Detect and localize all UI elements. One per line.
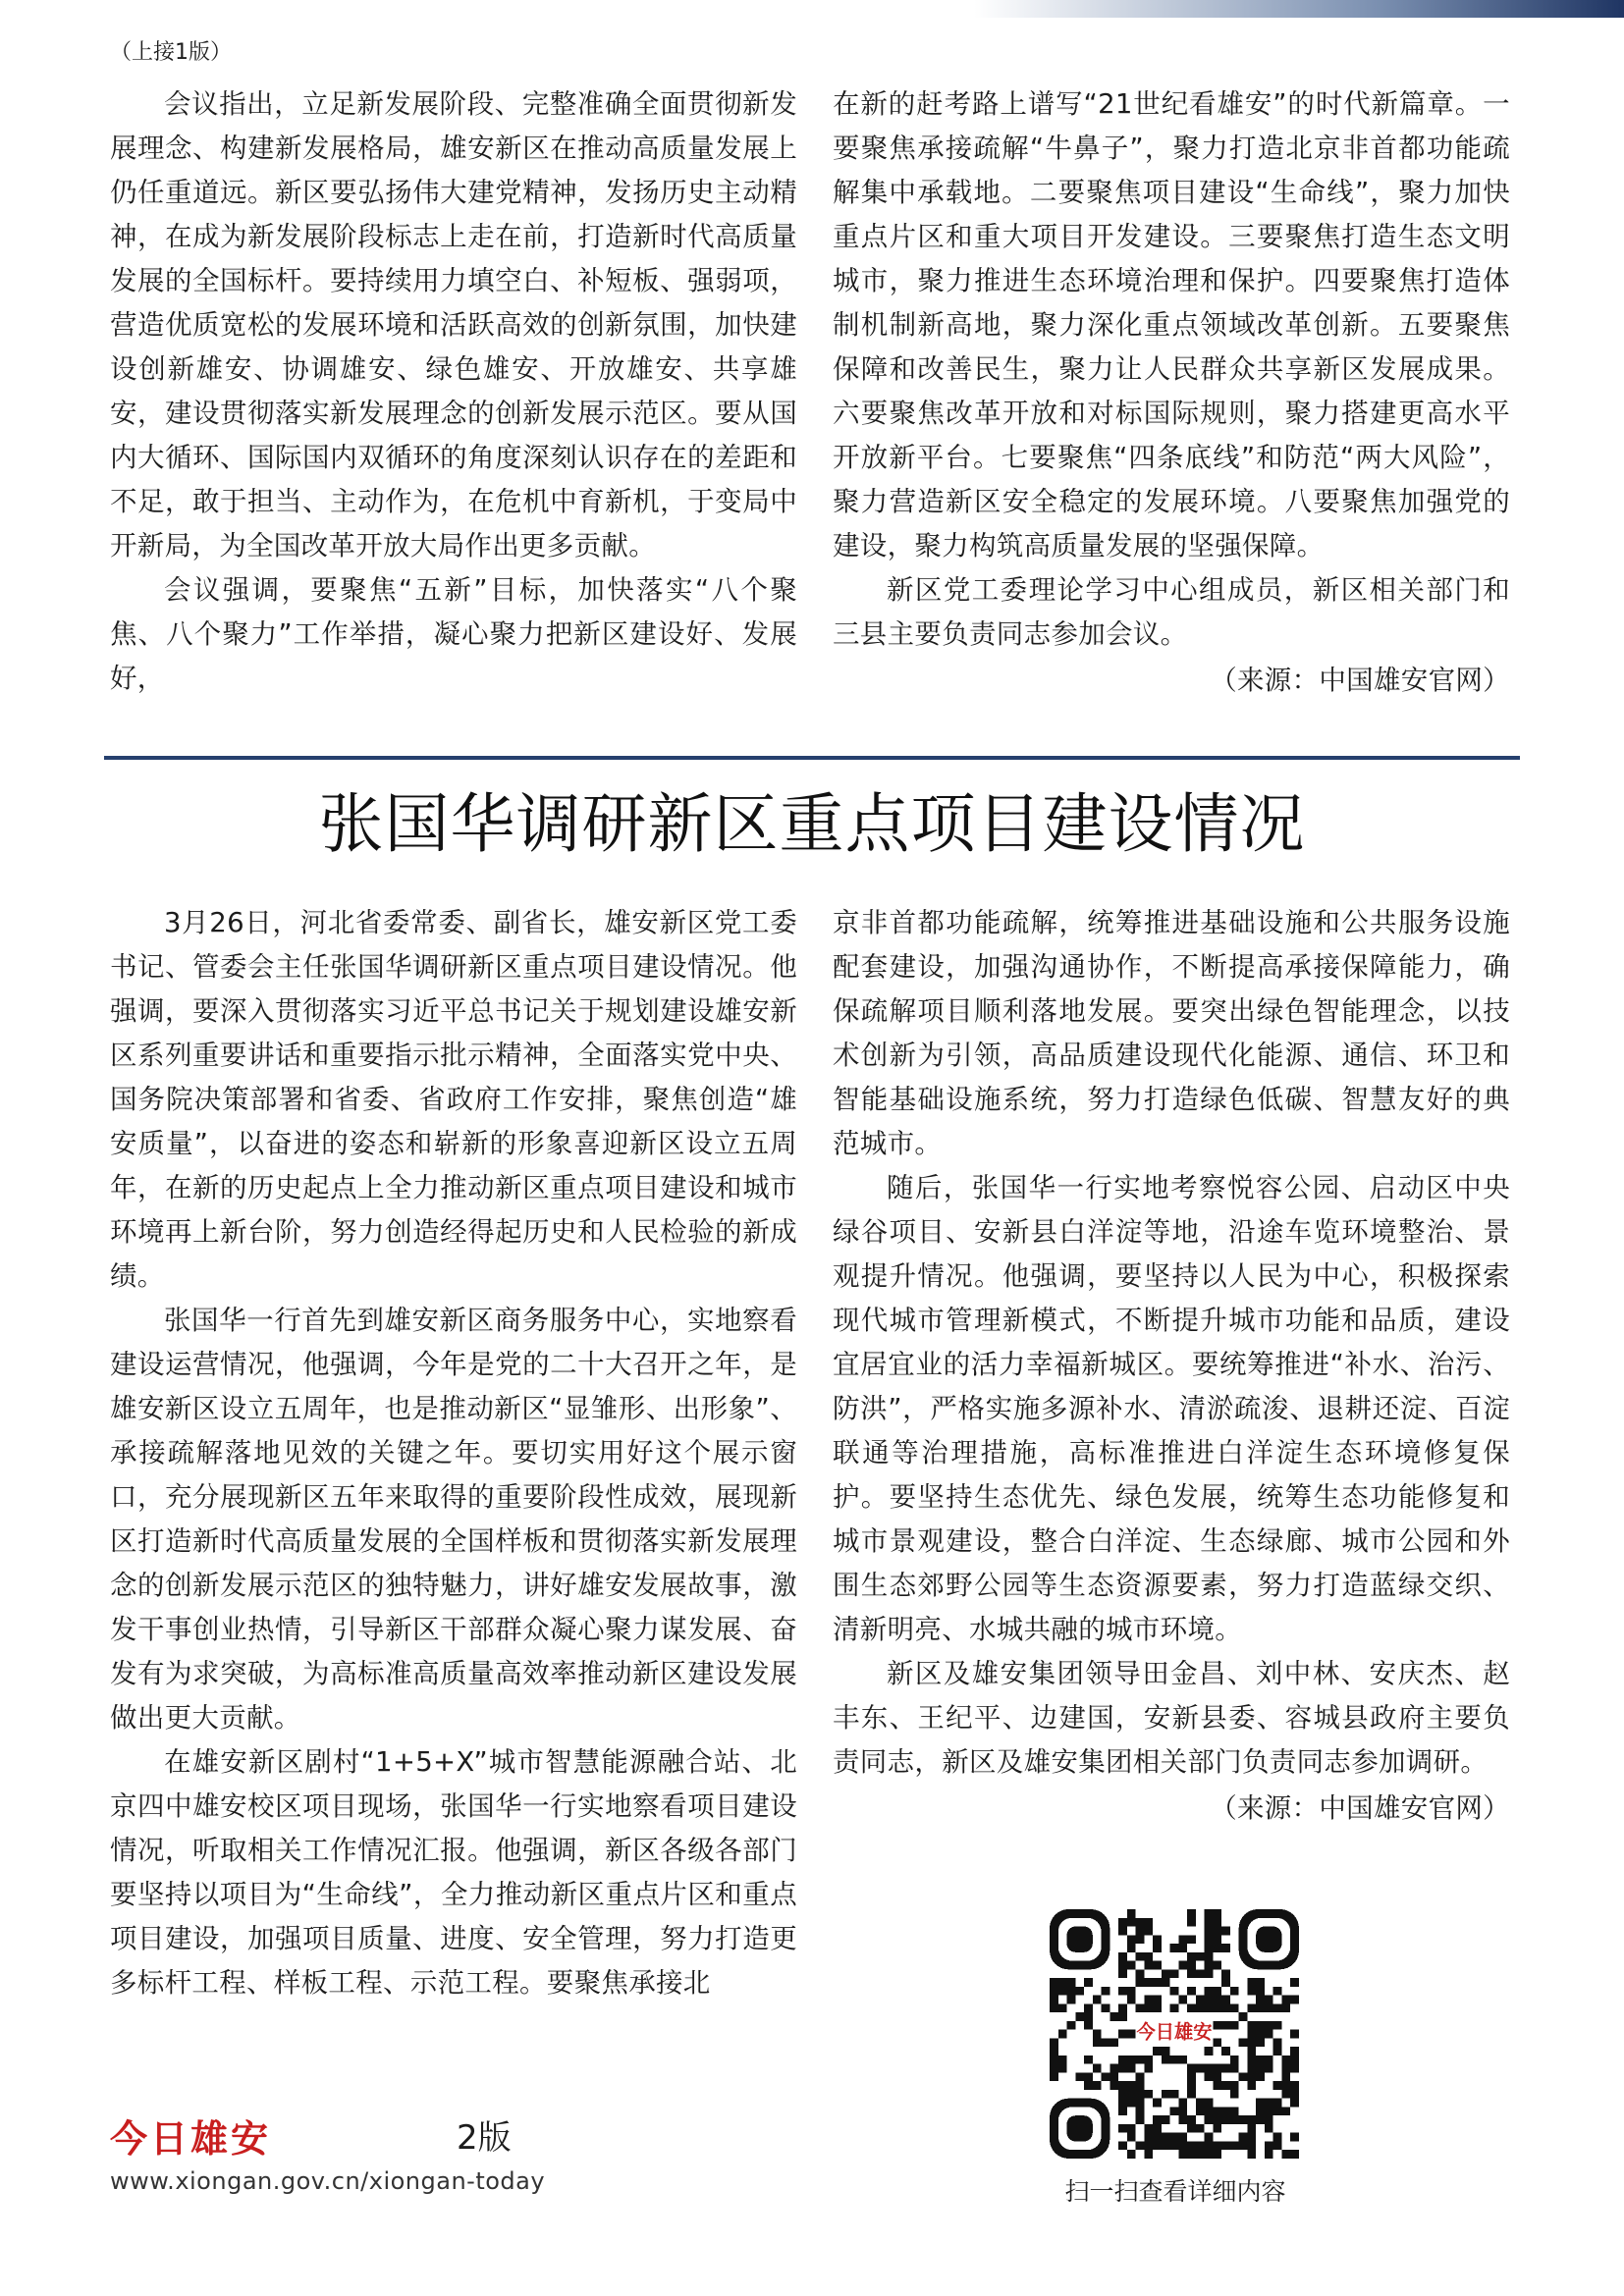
brand-logo: 今日雄安 <box>110 2116 272 2161</box>
article1-paragraph: 在新的赶考路上谱写“21世纪看雄安”的时代新篇章。一要聚焦承接疏解“牛鼻子”，聚力打造北京非首都功能疏解集中承载地。二要聚焦项目建设“生命线”，聚力加快重点片区和重大项目开发建设。三要聚焦打造生态文明城市，聚力推进生态环境治理和保护。四要聚焦打造体制机制新高地，聚力深化重点领域改革创新。五要聚焦保障和改善民生，聚力让人民群众共享新区发展成果。六要聚焦改革开放和对标国际规则，聚力搭建更高水平开放新平台。七要聚焦“四条底线”和防范“两大风险”，聚力营造新区安全稳定的发展环境。八要聚焦加强党的建设，聚力构筑高质量发展的坚强保障。 <box>833 88 1510 561</box>
article1-paragraph: 会议指出，立足新发展阶段、完整准确全面贯彻新发展理念、构建新发展格局，雄安新区在推动高质量发展上仍任重道远。新区要弘扬伟大建党精神，发扬历史主动精神，在成为新发展阶段标志上走在前，打造新时代高质量发展的全国标杆。要持续用力填空白、补短板、强弱项，营造优质宽松的发展环境和活跃高效的创新氛围，加快建设创新雄安、协调雄安、绿色雄安、开放雄安、共享雄安，建设贯彻落实新发展理念的创新发展示范区。要从国内大循环、国际国内双循环的角度深刻认识存在的差距和不足，敢于担当、主动作为，在危机中育新机，于变局中开新局，为全国改革开放大局作出更多贡献。 <box>110 88 797 561</box>
article2-paragraph: 在雄安新区剧村“1+5+X”城市智慧能源融合站、北京四中雄安校区项目现场，张国华一行实地察看项目建设情况，听取相关工作情况汇报。他强调，新区各级各部门要坚持以项目为“生命线”，全力推动新区重点片区和重点项目建设，加强项目质量、进度、安全管理，努力打造更多标杆工程、样板工程、示范工程。要聚焦承接北 <box>110 1746 797 1999</box>
article1-paragraph: 会议强调，要聚焦“五新”目标，加快落实“八个聚焦、八个聚力”工作举措，凝心聚力把新区建设好、发展好， <box>110 574 797 694</box>
article1-right-column <box>833 82 1510 703</box>
article1-paragraph: 新区党工委理论学习中心组成员，新区相关部门和三县主要负责同志参加会议。 <box>833 574 1510 650</box>
edition-label: 2版 <box>457 2118 512 2158</box>
article2-paragraph: 3月26日，河北省委常委、副省长，雄安新区党工委书记、管委会主任张国华调研新区重点项目建设情况。他强调，要深入贯彻落实习近平总书记关于规划建设雄安新区系列重要讲话和重要指示批示精神，全面落实党中央、国务院决策部署和省委、省政府工作安排，聚焦创造“雄安质量”，以奋进的姿态和崭新的形象喜迎新区设立五周年，在新的历史起点上全力推动新区重点项目建设和城市环境再上新台阶，努力创造经得起历史和人民检验的新成绩。 <box>110 907 797 1292</box>
article2-source: （来源：中国雄安官网） <box>1210 1792 1510 1824</box>
top-decor-bar <box>0 0 1624 18</box>
article2-paragraph: 新区及雄安集团领导田金昌、刘中林、安庆杰、赵丰东、王纪平、边建国，安新县委、容城县政府主要负责同志，新区及雄安集团相关部门负责同志参加调研。 <box>833 1658 1510 1778</box>
footer-url-link[interactable]: www.xiongan.gov.cn/xiongan-today <box>110 2167 546 2195</box>
section-divider <box>104 756 1520 760</box>
article2-paragraph: 随后，张国华一行实地考察悦容公园、启动区中央绿谷项目、安新县白洋淀等地，沿途车览环境整治、景观提升情况。他强调，要坚持以人民为中心，积极探索现代城市管理新模式，不断提升城市功能和品质，建设宜居宜业的活力幸福新城区。要统筹推进“补水、治污、防洪”，严格实施多源补水、清淤疏浚、退耕还淀、百淀联通等治理措施，高标准推进白洋淀生态环境修复保护。要坚持生态优先、绿色发展，统筹生态功能修复和城市景观建设，整合白洋淀、生态绿廊、城市公园和外围生态郊野公园等生态资源要素，努力打造蓝绿交织、清新明亮、水城共融的城市环境。 <box>833 1172 1510 1645</box>
qr-code[interactable] <box>1050 1909 1299 2159</box>
article2-paragraph: 京非首都功能疏解，统筹推进基础设施和公共服务设施配套建设，加强沟通协作，不断提高承接保障能力，确保疏解项目顺利落地发展。要突出绿色智能理念，以技术创新为引领，高品质建设现代化能源、通信、环卫和智能基础设施系统，努力打造绿色低碳、智慧友好的典范城市。 <box>833 907 1510 1159</box>
qr-center-label: 今日雄安 <box>1136 2020 1213 2044</box>
article2-headline: 张国华调研新区重点项目建设情况 <box>318 786 1306 862</box>
article2-left-column <box>110 901 797 2005</box>
article1-source: （来源：中国雄安官网） <box>1210 665 1510 696</box>
article1-left-column <box>110 82 797 701</box>
continued-from-label: （上接1版） <box>110 40 232 65</box>
article2-paragraph: 张国华一行首先到雄安新区商务服务中心，实地察看建设运营情况，他强调，今年是党的二十大召开之年，是雄安新区设立五周年，也是推动新区“显雏形、出形象”、承接疏解落地见效的关键之年。要切实用好这个展示窗口，充分展现新区五年来取得的重要阶段性成效，展现新区打造新时代高质量发展的全国样板和贯彻落实新发展理念的创新发展示范区的独特魅力，讲好雄安发展故事，激发干事创业热情，引导新区干部群众凝心聚力谋发展、奋发有为求突破，为高标准高质量高效率推动新区建设发展做出更大贡献。 <box>110 1305 797 1734</box>
article2-right-column <box>833 901 1510 1831</box>
qr-caption: 扫一扫查看详细内容 <box>1064 2177 1286 2206</box>
